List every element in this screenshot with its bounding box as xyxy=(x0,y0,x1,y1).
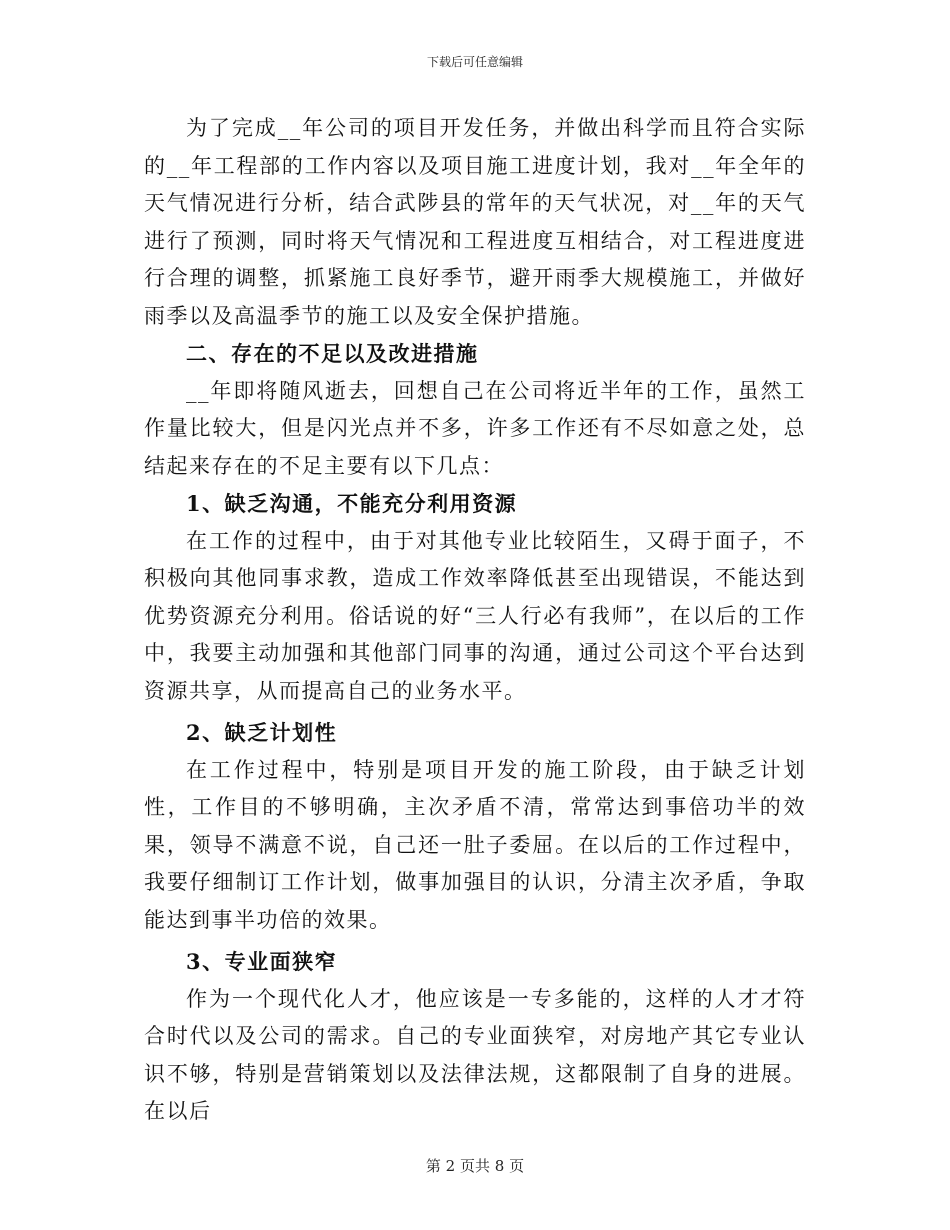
subheading-expertise: 3、专业面狭窄 xyxy=(186,949,338,974)
paragraph-expertise: 作为一个现代化人才，他应该是一专多能的，这样的人才才符合时代以及公司的需求。自己的专业面狭窄，对房地产其它专业认识不够，特别是营销策划以及法律法规，这都限制了自身的进展。在以后 xyxy=(144,986,806,1123)
paragraph-summary-intro: __年即将随风逝去，回想自己在公司将近半年的工作，虽然工作量比较大，但是闪光点并不多，许多工作还有不尽如意之处，总结起来存在的不足主要有以下几点： xyxy=(144,378,806,478)
paragraph-weather-plan: 为了完成__年公司的项目开发任务，并做出科学而且符合实际的__年工程部的工作内容以及项目施工进度计划，我对__年全年的天气情况进行分析，结合武陟县的常年的天气状况，对__年的天气进行了预测，同时将天气情况和工程进度互相结合，对工程进度进行合理的调整，抓紧施工良好季节，避开雨季大规模施工，并做好雨季以及高温季节的施工以及安全保护措施。 xyxy=(144,116,806,328)
section-heading-shortcomings: 二、存在的不足以及改进措施 xyxy=(186,341,479,366)
paragraph-planning: 在工作过程中，特别是项目开发的施工阶段，由于缺乏计划性，工作目的不够明确，主次矛盾不清，常常达到事倍功半的效果，领导不满意不说，自己还一肚子委屈。在以后的工作过程中，我要仔细制订工作计划，做事加强目的认识，分清主次矛盾，争取能达到事半功倍的效果。 xyxy=(144,757,806,932)
subheading-communication: 1、缺乏沟通，不能充分利用资源 xyxy=(186,491,518,516)
page-number-footer: 第 2 页共 8 页 xyxy=(425,1157,525,1175)
page-header: 下载后可任意编辑 xyxy=(426,55,523,69)
subheading-planning: 2、缺乏计划性 xyxy=(186,720,338,745)
document-body xyxy=(144,110,806,1131)
paragraph-communication: 在工作的过程中，由于对其他专业比较陌生，又碍于面子，不积极向其他同事求教，造成工作效率降低甚至出现错误，不能达到优势资源充分利用。俗话说的好“三人行必有我师”，在以后的工作中，我要主动加强和其他部门同事的沟通，通过公司这个平台达到资源共享，从而提高自己的业务水平。 xyxy=(144,528,806,703)
